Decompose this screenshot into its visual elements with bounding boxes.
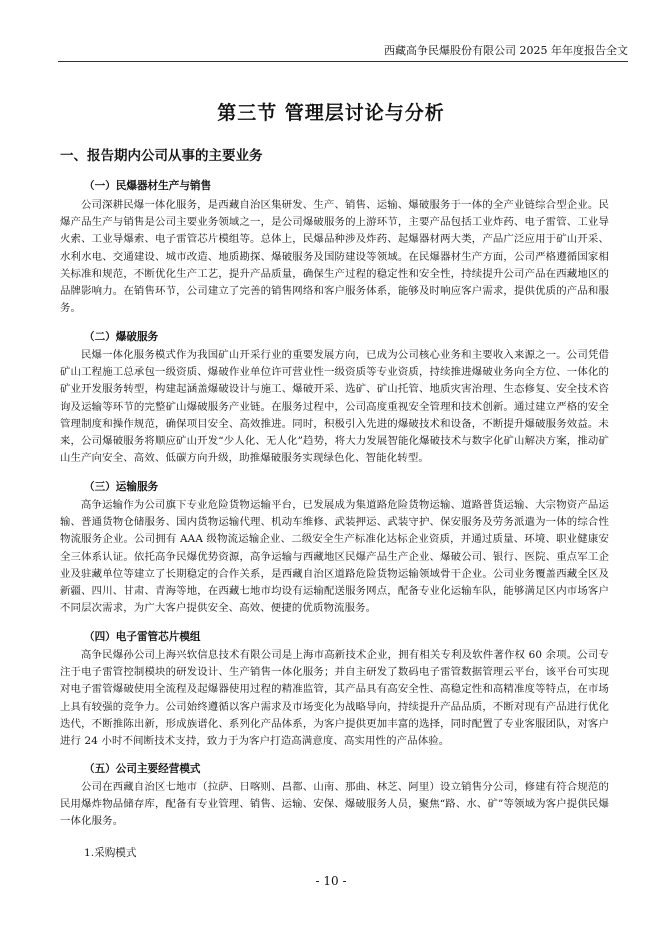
subsection-heading: （五）公司主要经营模式 — [84, 763, 201, 775]
running-header: 西藏高争民爆股份有限公司 2025 年年度报告全文 — [58, 44, 628, 62]
body-paragraph: 公司在西藏自治区七地市（拉萨、日喀则、昌都、山南、那曲、林芝、阿里）设立销售分公司，修建有符合规范的民用爆炸物品储存库，配备有专业管理、销售、运输、安保、爆破服务人员，聚焦“路、水、矿”等领域为客户提供民爆一体化服务。 — [60, 781, 609, 828]
subsection-heading: （三）运输服务 — [84, 481, 159, 493]
body-paragraph: 公司深耕民爆一体化服务，是西藏自治区集研发、生产、销售、运输、爆破服务于一体的全产业链综合型企业。民爆产品生产与销售是公司主要业务领域之一，是公司爆破服务的上游环节，主要产品包括工业炸药、电子雷管、工业导火索、工业导爆索、电子雷管芯片模组等。总体上，民爆品种涉及炸药、起爆器材两大类，产品广泛应用于矿山开采、水利水电、交通建设、城市改造、地质勘探、爆破服务及国防建设等领域。在民爆器材生产方面，公司严格遵循国家相关标准和规范，不断优化生产工艺，提升产品质量，确保生产过程的稳定性和安全性，持续提升公司产品在西藏地区的品牌影响力。在销售环节，公司建立了完善的销售网络和客户服务体系，能够及时响应客户需求，提供优质的产品和服务。 — [60, 199, 609, 315]
page-number: - 10 - — [315, 874, 347, 888]
subsection-heading: （一）民爆器材生产与销售 — [84, 180, 212, 192]
body-paragraph: 高争运输作为公司旗下专业危险货物运输平台，已发展成为集道路危险货物运输、道路普货运输、大宗物资产品运输、普通货物仓储服务、国内货物运输代理、机动车维修、武装押运、武装守护、保安服务及劳务派遣为一体的综合性物流服务企业。公司拥有 AAA 级物流运输企业、二级安全生产标准化达标企业资质，并通过质量、环境、职业健康安全三体系认证。依托高争民爆优势资源，高争运输与西藏地区民爆产品生产企业、爆破公司、银行、医院、重点军工企业及驻藏单位等建立了长期稳定的合作关系，是西藏自治区道路危险货物运输领域骨干企业。公司业务覆盖西藏全区及新疆、四川、甘肃、青海等地，在西藏七地市均设有运输配送服务网点，配备专业化运输车队，能够满足区内市场客户不同层次需求，为广大客户提供安全、高效、便捷的优质物流服务。 — [60, 499, 609, 615]
section-heading: 一、报告期内公司从事的主要业务 — [60, 148, 263, 164]
subsection-heading: （四）电子雷管芯片模组 — [84, 631, 201, 643]
list-item: 1.采购模式 — [84, 847, 137, 859]
subsection-heading: （二）爆破服务 — [84, 331, 159, 343]
body-paragraph: 民爆一体化服务模式作为我国矿山开采行业的重要发展方向，已成为公司核心业务和主要收入来源之一。公司凭借矿山工程施工总承包一级资质、爆破作业单位许可营业性一级资质等专业资质，持续推进爆破业务向全方位、一体化的矿业开发服务转型，构建起涵盖爆破设计与施工、爆破开采、选矿、矿山托管、地质灾害治理、生态修复、安全技术咨询及运输等环节的完整矿山爆破服务产业链。在服务过程中，公司高度重视安全管理和技术创新。通过建立严格的安全管理制度和操作规范，确保项目安全、高效推进。同时，积极引入先进的爆破技术和设备，不断提升爆破服务效益。未来，公司爆破服务将顺应矿山开发“少人化、无人化”趋势，将大力发展智能化爆破技术与数字化矿山解决方案，推动矿山生产向安全、高效、低碳方向升级，助推爆破服务实现绿色化、智能化转型。 — [60, 349, 609, 465]
body-paragraph: 高争民爆孙公司上海兴软信息技术有限公司是上海市高新技术企业，拥有相关专利及软件著作权 60 余项。公司专注于电子雷管控制模块的研发设计、生产销售一体化服务；并自主研发了数码电子雷管数据管理云平台，该平台可实现对电子雷管爆破使用全流程及起爆器使用过程的精准监管，其产品具有高安全性、高稳定性和高精准度等特点，在市场上具有较强的竞争力。公司始终遵循以客户需求及市场变化为战略导向，持续提升产品品质，不断对现有产品进行优化迭代，不断推陈出新，形成族谱化、系列化产品体系，为客户提供更加丰富的选择，同时配置了专业客服团队，对客户进行 24 小时不间断技术支持，致力于为客户打造高满意度、高实用性的产品体验。 — [60, 649, 609, 748]
page-title: 第三节 管理层讨论与分析 — [217, 102, 445, 124]
